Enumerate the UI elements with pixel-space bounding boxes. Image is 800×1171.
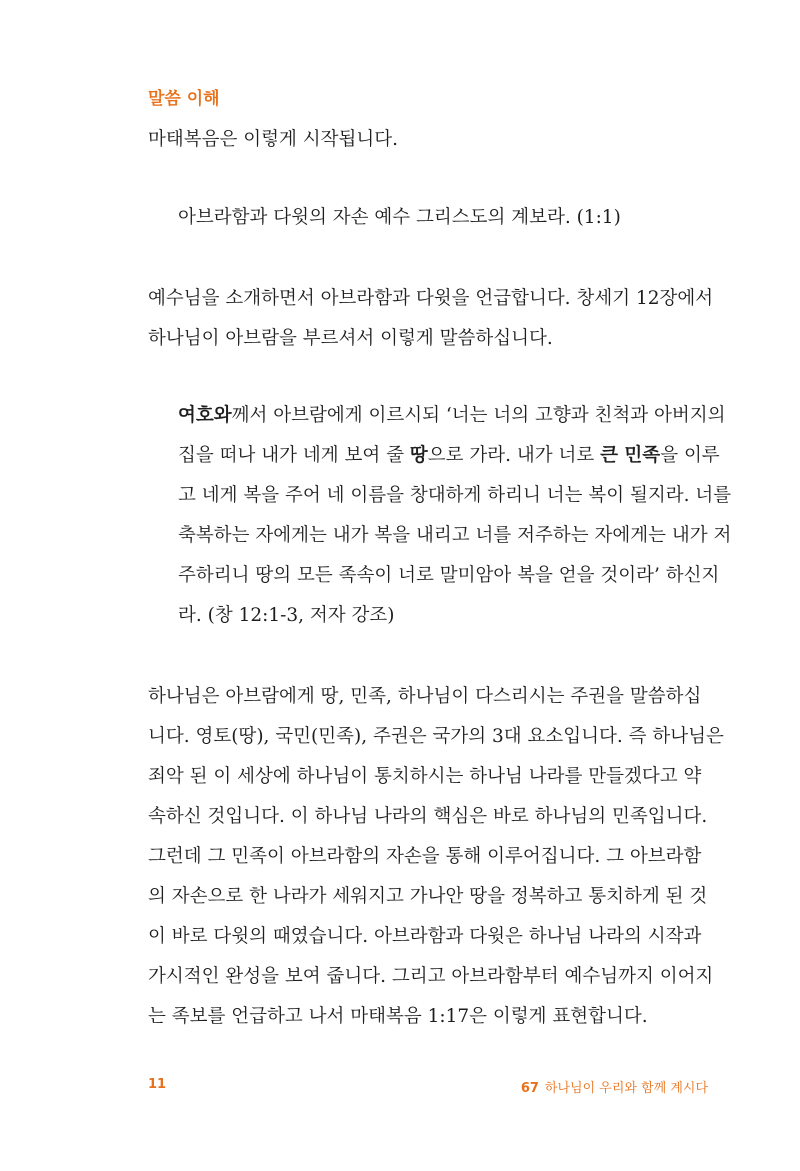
paragraph-line: 의 자손으로 한 나라가 세워지고 가나안 땅을 정복하고 통치하게 된 것 bbox=[148, 886, 708, 907]
quote-line: 주하리니 땅의 모든 족속이 너로 말미암아 복을 얻을 것이라’ 하신지 bbox=[178, 565, 720, 586]
paragraph-line: 하나님은 아브람에게 땅, 민족, 하나님이 다스리시는 주권을 말씀하십 bbox=[148, 686, 702, 707]
footer-page-number-right: 67 bbox=[520, 1081, 539, 1096]
quote-line: 축복하는 자에게는 내가 복을 내리고 너를 저주하는 자에게는 내가 저 bbox=[178, 525, 732, 546]
intro-line: 마태복음은 이렇게 시작됩니다. bbox=[148, 129, 398, 150]
quote-line bbox=[178, 436, 718, 476]
quote-text: 께서 아브람에게 이르시되 ‘너는 너의 고향과 친척과 아버지의 bbox=[231, 405, 726, 426]
paragraph-line: 속하신 것입니다. 이 하나님 나라의 핵심은 바로 하나님의 민족입니다. bbox=[148, 806, 708, 827]
paragraph-line: 이 바로 다윗의 때였습니다. 아브라함과 다윗은 하나님 나라의 시작과 bbox=[148, 926, 702, 947]
paragraph-line: 죄악 된 이 세상에 하나님이 통치하시는 하나님 나라를 만들겠다고 약 bbox=[148, 766, 702, 787]
intro-paragraph bbox=[148, 120, 718, 160]
quote-text: 집을 떠나 내가 네게 보여 줄 bbox=[178, 445, 410, 466]
section-title: 말씀 이해 bbox=[148, 89, 220, 109]
footer-book-title: 하나님이 우리와 함께 계시다 bbox=[544, 1081, 708, 1096]
paragraph-line: 니다. 영토(땅), 국민(민족), 주권은 국가의 3대 요소입니다. 즉 하나님은 bbox=[148, 726, 724, 747]
quote-line: 아브라함과 다윗의 자손 예수 그리스도의 계보라. (1:1) bbox=[178, 207, 621, 228]
quote-line: 고 네게 복을 주어 네 이름을 창대하게 하리니 너는 복이 될지라. 너를 bbox=[178, 485, 732, 506]
paragraph-line: 가시적인 완성을 보여 줍니다. 그리고 아브라함부터 예수님까지 이어지 bbox=[148, 966, 714, 987]
quote-text: 을 이루 bbox=[660, 445, 720, 466]
emphasis-yhwh: 여호와 bbox=[178, 405, 232, 426]
quote-text: 으로 가라. 내가 너로 bbox=[427, 445, 601, 466]
footer-right bbox=[521, 1077, 708, 1096]
paragraph-line: 예수님을 소개하면서 아브라함과 다윗을 언급합니다. 창세기 12장에서 bbox=[148, 288, 714, 309]
paragraph-line: 는 족보를 언급하고 나서 마태복음 1:17은 이렇게 표현합니다. bbox=[148, 1006, 648, 1027]
quote-genealogy bbox=[178, 198, 718, 238]
paragraph-abraham-david bbox=[148, 279, 718, 359]
paragraph-line: 하나님이 아브람을 부르셔서 이렇게 말씀하십니다. bbox=[148, 328, 553, 349]
emphasis-land: 땅 bbox=[409, 445, 428, 466]
footer-page-number-left: 11 bbox=[148, 1077, 167, 1092]
emphasis-great-nation: 큰 민족 bbox=[600, 445, 661, 466]
quote-line bbox=[178, 396, 726, 436]
paragraph-line: 그런데 그 민족이 아브라함의 자손을 통해 이루어집니다. 그 아브라함 bbox=[148, 846, 702, 867]
quote-line: 라. (창 12:1-3, 저자 강조) bbox=[178, 605, 395, 626]
paragraph-kingdom bbox=[148, 677, 724, 1037]
quote-genesis bbox=[178, 396, 732, 636]
